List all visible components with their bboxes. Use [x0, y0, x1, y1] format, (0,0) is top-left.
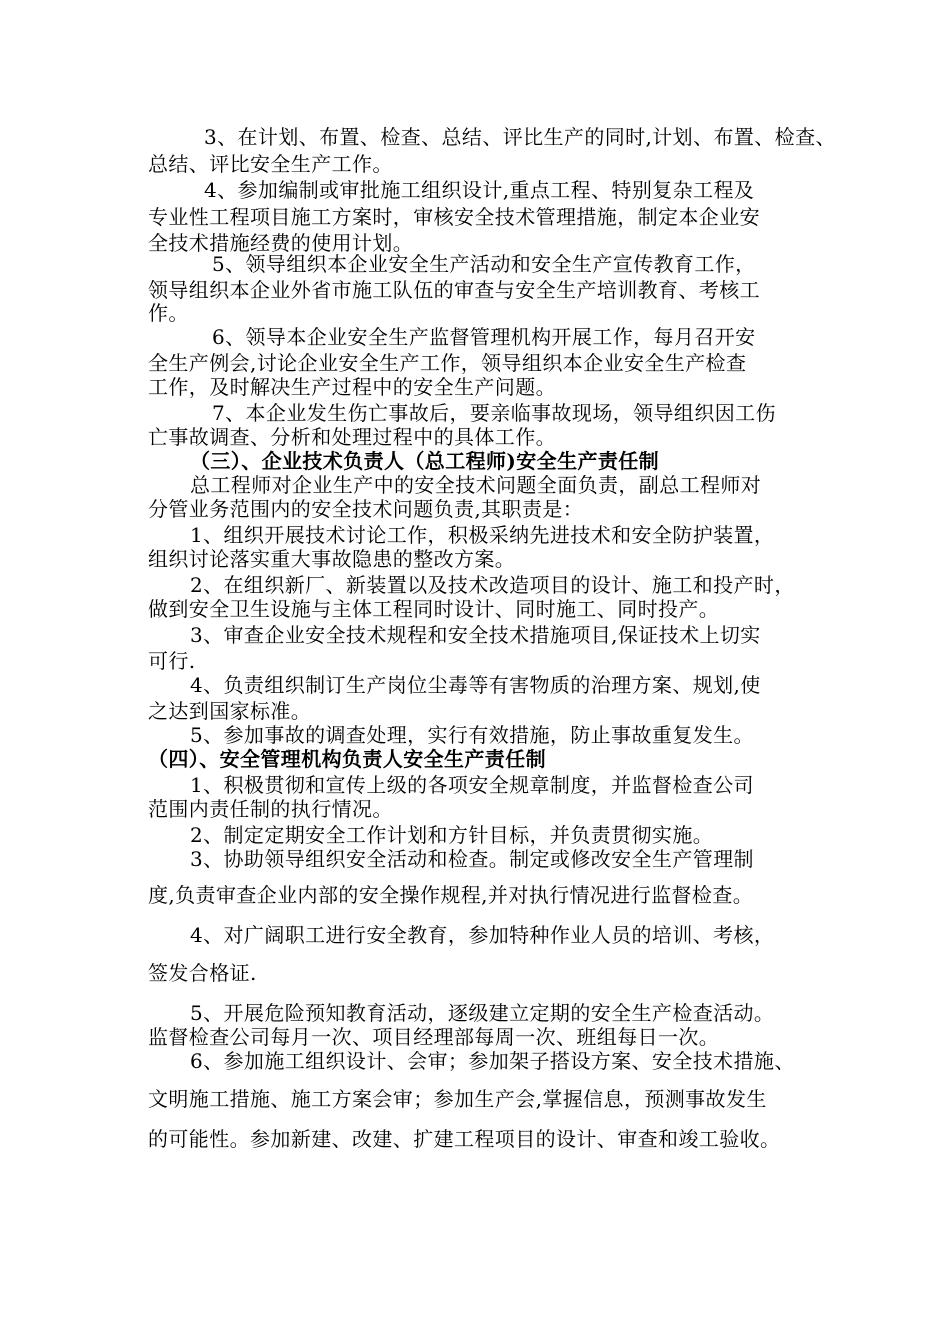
paragraph-line: 全生产例会,讨论企业安全生产工作，领导组织本企业安全生产检查	[148, 351, 747, 375]
paragraph-line: 做到安全卫生设施与主体工程同时设计、同时施工、同时投产。	[148, 597, 720, 621]
paragraph-line: 5、开展危险预知教育活动，逐级建立定期的安全生产检查活动。	[190, 1001, 775, 1025]
paragraph-line: 范围内责任制的执行情况。	[148, 797, 393, 821]
paragraph-line: 工作，及时解决生产过程中的安全生产问题。	[148, 375, 556, 399]
paragraph-line: 5、领导组织本企业安全生产活动和安全生产宣传教育工作，	[212, 252, 756, 276]
paragraph-line: 签发合格证.	[148, 961, 257, 985]
paragraph-line: 6、领导本企业安全生产监督管理机构开展工作，每月召开安	[212, 325, 756, 349]
paragraph-line: 分管业务范围内的安全技术问题负责,其职责是：	[148, 497, 584, 521]
paragraph-line: 度,负责审查企业内部的安全操作规程,并对执行情况进行监督检查。	[148, 883, 754, 907]
paragraph-line: 1、组织开展技术讨论工作，积极采纳先进技术和安全防护装置，	[190, 523, 775, 547]
section-heading: （三）、企业技术负责人（总工程师)安全生产责任制	[190, 449, 660, 473]
paragraph-line: 专业性工程项目施工方案时，审核安全技术管理措施，制定本企业安	[148, 205, 760, 229]
paragraph-line: 2、在组织新厂、新装置以及技术改造项目的设计、施工和投产时，	[190, 573, 795, 597]
paragraph-line: 7、本企业发生伤亡事故后，要亲临事故现场，领导组织因工伤	[212, 401, 776, 425]
paragraph-line: 可行.	[148, 649, 196, 673]
paragraph-line: 领导组织本企业外省市施工队伍的审查与安全生产培训教育、考核工	[148, 278, 760, 302]
section-heading: （四）、安全管理机构负责人安全生产责任制	[148, 747, 546, 771]
paragraph-line: 总结、评比安全生产工作。	[148, 152, 393, 176]
paragraph-line: 文明施工措施、施工方案会审；参加生产会,掌握信息，预测事故发生	[148, 1087, 767, 1111]
paragraph-line: 总工程师对企业生产中的安全技术问题全面负责，副总工程师对	[190, 473, 762, 497]
paragraph-line: 4、参加编制或审批施工组织设计,重点工程、特别复杂工程及	[204, 178, 755, 202]
paragraph-line: 2、制定定期安全工作计划和方针目标，并负责贯彻实施。	[190, 823, 714, 847]
paragraph-line: 组织讨论落实重大事故隐患的整改方案。	[148, 547, 516, 571]
paragraph-line: 之达到国家标准。	[148, 699, 312, 723]
paragraph-line: 4、对广阔职工进行安全教育，参加特种作业人员的培训、考核，	[190, 923, 775, 947]
paragraph-line: 3、协助领导组织安全活动和检查。制定或修改安全生产管理制	[190, 847, 754, 871]
paragraph-line: 4、负责组织制订生产岗位尘毒等有害物质的治理方案、规划,使	[190, 673, 761, 697]
paragraph-line: 3、在计划、布置、检查、总结、评比生产的同时,计划、布置、检查、	[204, 125, 836, 149]
paragraph-line: 6、参加施工组织设计、会审；参加架子搭设方案、安全技术措施、	[190, 1049, 795, 1073]
paragraph-line: 的可能性。参加新建、改建、扩建工程项目的设计、审查和竣工验收。	[148, 1127, 781, 1151]
paragraph-line: 全技术措施经费的使用计划。	[148, 231, 414, 255]
paragraph-line: 3、审查企业安全技术规程和安全技术措施项目,保证技术上切实	[190, 623, 761, 647]
paragraph-line: 5、参加事故的调查处理，实行有效措施，防止事故重复发生。	[190, 723, 754, 747]
paragraph-line: 1、积极贯彻和宣传上级的各项安全规章制度，并监督检查公司	[190, 773, 754, 797]
paragraph-line: 监督检查公司每月一次、项目经理部每周一次、班组每日一次。	[148, 1025, 720, 1049]
paragraph-line: 亡事故调查、分析和处理过程中的具体工作。	[148, 425, 556, 449]
paragraph-line: 作。	[148, 301, 189, 325]
